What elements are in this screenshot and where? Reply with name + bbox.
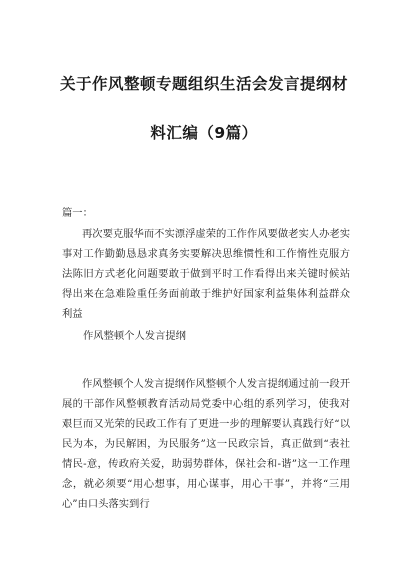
document-title-line-1: 关于作风整顿专题组织生活会发言提纲材 [59, 75, 348, 93]
section-paragraph: 再次要克服华而不实漂浮虚荣的工作作风要做老实人办老实事对工作勤勤恳恳求真务实要解决思维惯性和工作惰性克服方法陈旧方式老化问题要敢于做到平时工作看得出来关键时候站得出来在急难险重任务面前敢于维护好国家利益集体利益群众利益 [62, 228, 350, 320]
section-subheading: 作风整顿个人发言提纲 [83, 330, 186, 342]
document-title-line-2: 料汇编（9篇） [150, 124, 258, 142]
section-label: 篇一： [62, 207, 93, 219]
section-paragraph-2: 作风整顿个人发言提纲作风整顿个人发言提纲通过前一段开展的干部作风整顿教育活动局党委中心组的系列学习，使我对艰巨而又光荣的民政工作有了更进一步的理解要认真践行好“以民为本，为民解困，为民服务”这一民政宗旨，真正做到“表社情民-意，传政府关爱，助弱势群体，保社会和-谐”这一工作理念，就必须要“用心想事，用心谋事，用心干事”，并将“三用心”由口头落实到行 [62, 378, 350, 510]
